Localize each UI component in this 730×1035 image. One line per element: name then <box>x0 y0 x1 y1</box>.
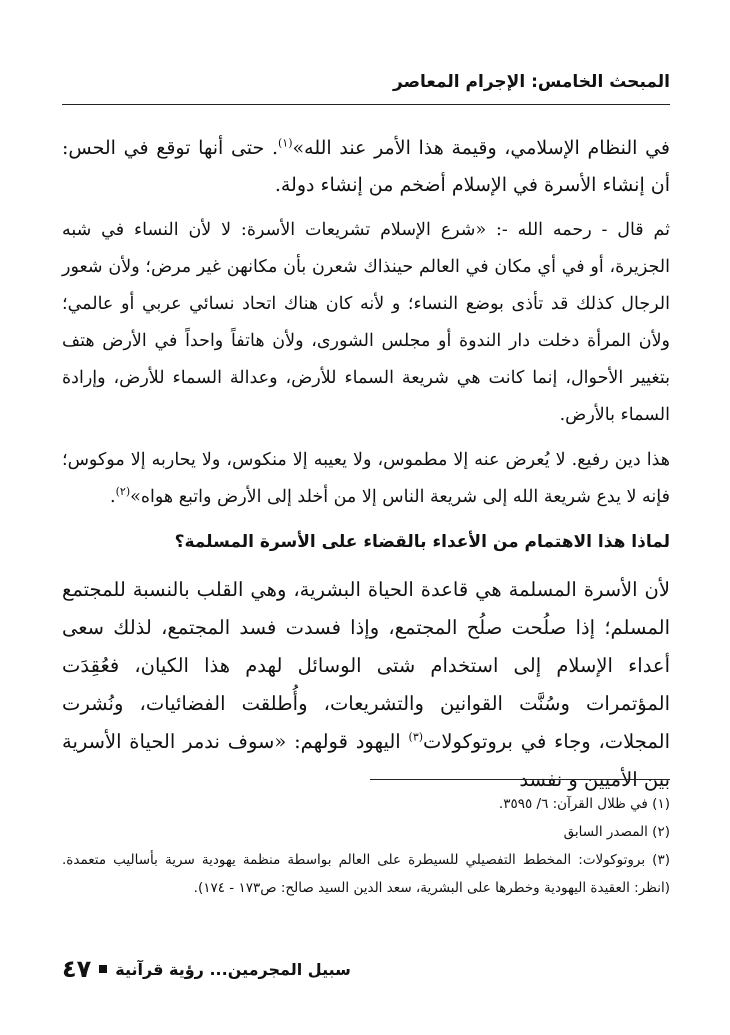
header-divider <box>62 104 670 105</box>
page <box>62 0 670 1035</box>
page-number: ٤٧ <box>62 955 92 983</box>
section-heading: لماذا هذا الاهتمام من الأعداء بالقضاء على الأسرة المسلمة؟ <box>174 532 670 552</box>
footnote-ref-3[interactable]: (٣) <box>408 730 424 744</box>
footnote-2: (٢) المصدر السابق <box>563 824 670 840</box>
footnote-1: (١) في ظلال القرآن: ٦/ ٣٥٩٥. <box>498 796 670 812</box>
footnotes <box>62 790 670 902</box>
footnote-divider <box>370 779 670 780</box>
footnote-ref-2[interactable]: (٢) <box>115 485 131 499</box>
footnote-ref-1[interactable]: (١) <box>278 136 293 150</box>
square-bullet-icon <box>99 965 107 973</box>
main-text <box>62 130 670 807</box>
footnote-3: (٣) بروتوكولات: المخطط التفصيلي للسيطرة على العالم بواسطة منظمة يهودية سرية بأساليب متعمدة. (انظر: العقيدة اليهودية وخطرها على البشرية، سعد الدين السيد صالح: ص١٧٣ - ١٧٤). <box>62 852 670 896</box>
paragraph-2: ثم قال - رحمه الله -: «شرع الإسلام تشريعات الأسرة: لا لأن النساء في شبه الجزيرة، أو في أي مكان في العالم حينذاك شعرن بأن مكانهن غير مرض؛ ولأن شعور الرجال كذلك قد تأذى بوضع النساء؛ و لأنه كان هناك اتحاد نسائي عربي أو عالمي؛ ولأن المرأة دخلت دار الندوة أو مجلس الشورى، ولأن هاتفاً واحداً في الأرض هتف بتغيير الأحوال، إنما كانت هي شريعة السماء للأرض، وعدالة السماء للأرض، وإرادة السماء بالأرض. <box>62 220 670 425</box>
running-header: المبحث الخامس: الإجرام المعاصر <box>393 72 670 92</box>
paragraph-3: هذا دين رفيع. لا يُعرض عنه إلا مطموس، ولا يعيبه إلا منكوس، ولا يحاربه إلا موكوس؛ فإنه لا يدع شريعة الله إلى شريعة الناس إلا من أخلد إلى الأرض واتبع هواه»$^{(٢)}$. <box>62 450 670 507</box>
page-footer <box>62 955 670 983</box>
paragraph-4: لأن الأسرة المسلمة هي قاعدة الحياة البشرية، وهي القلب بالنسبة للمجتمع المسلم؛ إذا صلُحت صلُح المجتمع، وإذا فسدت فسد المجتمع، لذلك سعى أعداء الإسلام إلى استخدام شتى الوسائل لهدم هذا الكيان، فعُقِدَت المؤتمرات وسُنَّت القوانين والتشريعات، وأُطلقت الفضائيات، ونُشرت المجلات، وجاء في بروتوكولات$^{(٣)}$ اليهود قولهم: «سوف ندمر الحياة الأسرية بين الأميين و نفسد <box>62 578 671 791</box>
footer-book-title: سبيل المجرمين... رؤية قرآنية <box>115 959 351 979</box>
paragraph-1: في النظام الإسلامي، وقيمة هذا الأمر عند الله»$^{(١)}$. حتى أنها توقع في الحس: أن إنشاء الأسرة في الإسلام أضخم من إنشاء دولة. <box>62 136 671 196</box>
